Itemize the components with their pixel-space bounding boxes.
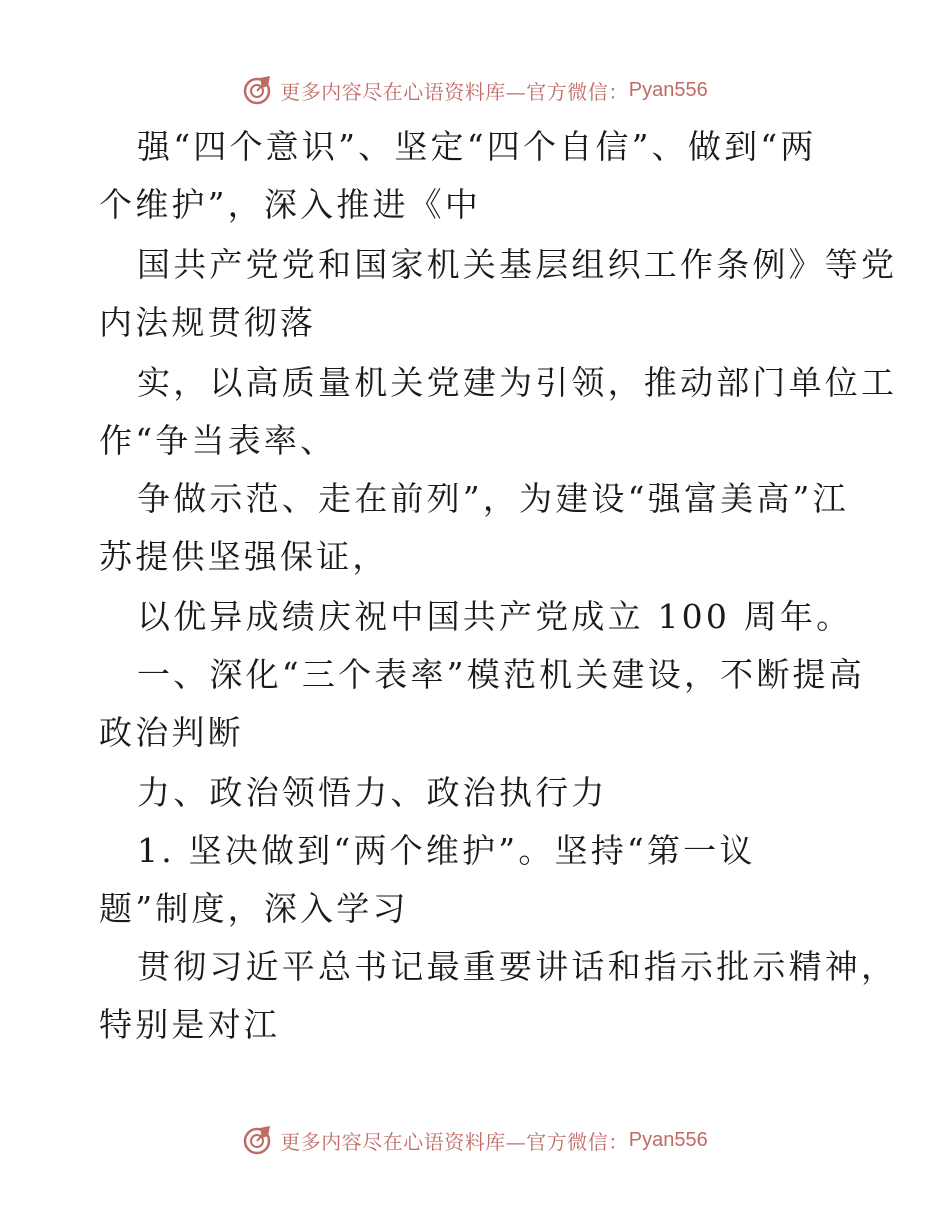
footer-watermark — [0, 1120, 950, 1160]
section-heading: 力、政治领悟力、政治执行力 — [137, 773, 608, 812]
header-watermark — [0, 70, 950, 110]
pen-nib-circle-icon — [242, 74, 274, 106]
body-line: 以优异成绩庆祝中国共产党成立 100 周年。 — [137, 597, 853, 636]
body-line: 特别是对江 — [99, 1005, 280, 1044]
section-heading: 一、深化“三个表率”模范机关建设，不断提高 — [137, 655, 865, 694]
body-line: 个维护”，深入推进《中 — [99, 185, 482, 224]
body-line: 实，以高质量机关党建为引领，推动部门单位工 — [137, 363, 898, 402]
body-line: 国共产党党和国家机关基层组织工作条例》等党 — [137, 245, 898, 284]
watermark-contact: Pyan556 — [628, 78, 708, 101]
body-line: 题”制度，深入学习 — [99, 889, 409, 928]
body-line: 内法规贯彻落 — [99, 303, 317, 342]
pen-nib-circle-icon — [242, 1124, 274, 1156]
section-heading: 政治判断 — [99, 713, 244, 752]
watermark-contact: Pyan556 — [628, 1128, 708, 1151]
watermark-text: 更多内容尽在心语资料库—官方微信： — [280, 79, 629, 104]
body-line: 争做示范、走在前列”，为建设“强富美高”江 — [137, 479, 849, 518]
body-line: 强“四个意识”、坚定“四个自信”、做到“两 — [137, 127, 817, 166]
body-line: 作“争当表率、 — [99, 421, 337, 460]
body-line: 贯彻习近平总书记最重要讲话和指示批示精神， — [137, 947, 898, 986]
watermark-text: 更多内容尽在心语资料库—官方微信： — [280, 1129, 629, 1154]
subsection-heading: 1. 坚决做到“两个维护”。坚持“第一议 — [137, 831, 756, 870]
body-line: 苏提供坚强保证， — [99, 537, 389, 576]
